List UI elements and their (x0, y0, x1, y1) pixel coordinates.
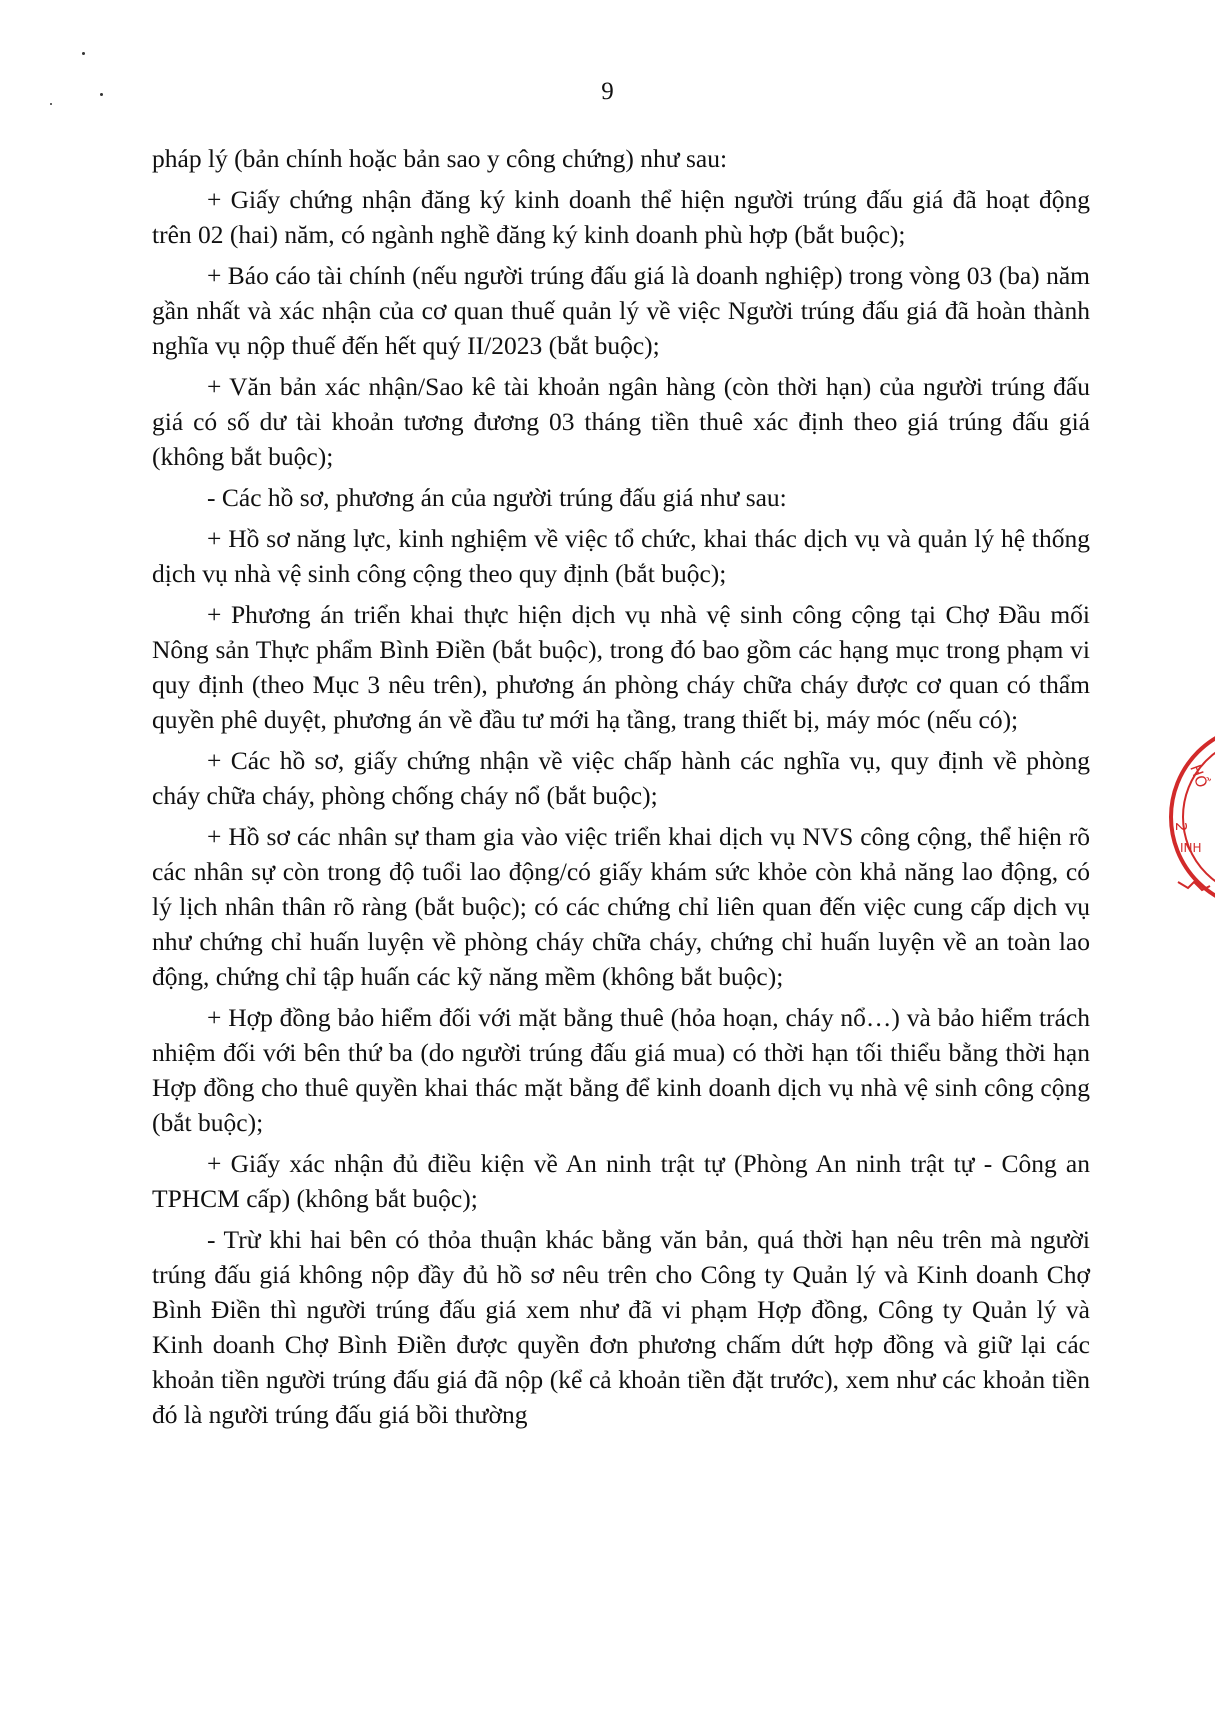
paragraph-4: + Văn bản xác nhận/Sao kê tài khoản ngân hàng (còn thời hạn) của người trúng đấu giá có số dư tài khoản tương đương 03 tháng tiền thuê xác định theo giá trúng đấu giá (không bắt buộc); (152, 372, 1090, 471)
document-body (152, 141, 1090, 1438)
paragraph-11: + Giấy xác nhận đủ điều kiện về An ninh trật tự (Phòng An ninh trật tự - Công an TPHCM cấp) (không bắt buộc); (152, 1149, 1090, 1213)
red-seal-stamp (1168, 722, 1215, 912)
paragraph-3: + Báo cáo tài chính (nếu người trúng đấu giá là doanh nghiệp) trong vòng 03 (ba) năm gần nhất và xác nhận của cơ quan thuế quản lý về việc Người trúng đấu giá đã hoàn thành nghĩa vụ nộp thuế đến hết quý II/2023 (bắt buộc); (152, 261, 1090, 360)
stamp-text-fragment: INH (1180, 841, 1202, 855)
stamp-text-fragment: 2 (1172, 822, 1190, 832)
paragraph-12: - Trừ khi hai bên có thỏa thuận khác bằng văn bản, quá thời hạn nêu trên mà người trúng đấu giá không nộp đầy đủ hồ sơ nêu trên cho Công ty Quản lý và Kinh doanh Chợ Bình Điền thì người trúng đấu giá xem như đã vi phạm Hợp đồng, Công ty Quản lý và Kinh doanh Chợ Bình Điền được quyền đơn phương chấm dứt hợp đồng và giữ lại các khoản tiền người trúng đấu giá đã nộp (kể cả khoản tiền đặt trước), xem như các khoản tiền đó là người trúng đấu giá bồi thường (152, 1225, 1090, 1429)
scan-speck (82, 52, 85, 55)
paragraph-2: + Giấy chứng nhận đăng ký kinh doanh thể hiện người trúng đấu giá đã hoạt động trên 02 (hai) năm, có ngành nghề đăng ký kinh doanh phù hợp (bắt buộc); (152, 185, 1090, 249)
paragraph-7: + Phương án triển khai thực hiện dịch vụ nhà vệ sinh công cộng tại Chợ Đầu mối Nông sản Thực phẩm Bình Điền (bắt buộc), trong đó bao gồm các hạng mục trong phạm vi quy định (theo Mục 3 nêu trên), phương án phòng cháy chữa cháy được cơ quan có thẩm quyền phê duyệt, phương án về đầu tư mới hạ tầng, trang thiết bị, máy móc (nếu có); (152, 600, 1090, 734)
paragraph-1: pháp lý (bản chính hoặc bản sao y công chứng) như sau: (152, 144, 728, 173)
paragraph-9: + Hồ sơ các nhân sự tham gia vào việc triển khai dịch vụ NVS công cộng, thể hiện rõ các nhân sự còn trong độ tuổi lao động/có giấy khám sức khỏe còn khả năng lao động, có lý lịch nhân thân rõ ràng (bắt buộc); có các chứng chỉ liên quan đến việc cung cấp dịch vụ như chứng chỉ huấn luyện về phòng cháy chữa cháy, chứng chỉ huấn luyện về an toàn lao động, chứng chỉ tập huấn các kỹ năng mềm (không bắt buộc); (152, 822, 1090, 991)
paragraph-5: - Các hồ sơ, phương án của người trúng đấu giá như sau: (207, 483, 787, 512)
stamp-text-fragment: HỒ (1186, 762, 1212, 791)
paragraph-10: + Hợp đồng bảo hiểm đối với mặt bằng thuê (hỏa hoạn, cháy nổ…) và bảo hiểm trách nhiệm đối với bên thứ ba (do người trúng đấu giá mua) có thời hạn tối thiểu bằng thời hạn Hợp đồng cho thuê quyền khai thác mặt bằng để kinh doanh dịch vụ nhà vệ sinh công cộng (bắt buộc); (152, 1003, 1090, 1137)
paragraph-6: + Hồ sơ năng lực, kinh nghiệm về việc tổ chức, khai thác dịch vụ và quản lý hệ thống dịch vụ nhà vệ sinh công cộng theo quy định (bắt buộc); (152, 524, 1090, 588)
page-number: 9 (601, 78, 614, 105)
paragraph-8: + Các hồ sơ, giấy chứng nhận về việc chấp hành các nghĩa vụ, quy định về phòng cháy chữa cháy, phòng chống cháy nổ (bắt buộc); (152, 746, 1090, 810)
